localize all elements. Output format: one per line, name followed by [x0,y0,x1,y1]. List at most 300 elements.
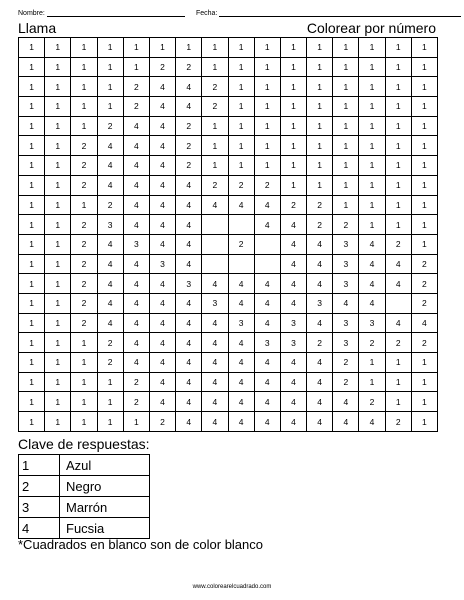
grid-cell: 1 [254,38,280,58]
grid-cell: 4 [280,372,306,392]
grid-cell: 1 [97,38,123,58]
grid-cell: 1 [385,175,411,195]
grid-cell: 1 [228,77,254,97]
grid-cell: 4 [228,274,254,294]
grid-cell: 1 [359,97,385,117]
grid-row [19,412,438,432]
grid-cell: 4 [359,234,385,254]
grid-cell: 3 [228,313,254,333]
grid-cell: 1 [385,57,411,77]
grid-cell: 1 [254,136,280,156]
grid-cell: 4 [202,353,228,373]
grid-cell: 1 [123,57,149,77]
grid-cell: 2 [307,215,333,235]
grid-cell: 4 [228,392,254,412]
grid-cell: 1 [45,215,71,235]
grid-cell: 2 [228,234,254,254]
grid-cell: 1 [202,38,228,58]
grid-cell [228,254,254,274]
grid-cell: 1 [202,116,228,136]
grid-cell: 1 [359,175,385,195]
grid-cell: 1 [19,116,45,136]
grid-cell: 1 [97,57,123,77]
grid-cell: 1 [19,156,45,176]
grid-cell: 2 [71,136,97,156]
grid-cell: 1 [71,116,97,136]
grid-cell: 1 [19,234,45,254]
name-line[interactable] [47,8,185,17]
grid-cell: 4 [149,175,175,195]
grid-cell: 1 [385,97,411,117]
grid-cell: 1 [97,392,123,412]
grid-cell: 2 [71,274,97,294]
grid-cell: 4 [254,293,280,313]
grid-cell: 1 [333,57,359,77]
grid-cell: 1 [359,77,385,97]
grid-cell: 2 [333,372,359,392]
grid-row [19,274,438,294]
grid-cell: 4 [176,254,202,274]
grid-cell: 4 [97,274,123,294]
grid-cell: 1 [359,57,385,77]
grid-cell: 4 [149,313,175,333]
grid-cell: 2 [280,195,306,215]
grid-cell: 4 [254,313,280,333]
key-number: 4 [19,518,60,539]
grid-cell: 4 [123,333,149,353]
grid-cell: 1 [97,77,123,97]
grid-cell: 4 [97,254,123,274]
grid-cell: 1 [385,136,411,156]
grid-cell: 3 [333,313,359,333]
grid-cell: 1 [411,116,437,136]
date-line[interactable] [219,8,461,17]
grid-cell: 4 [149,234,175,254]
grid-cell: 2 [149,57,175,77]
grid-cell: 4 [280,392,306,412]
grid-cell: 4 [280,412,306,432]
grid-cell: 2 [333,353,359,373]
grid-cell: 4 [333,392,359,412]
key-color: Negro [60,476,150,497]
grid-cell: 3 [97,215,123,235]
grid-cell: 4 [97,175,123,195]
grid-cell: 4 [149,195,175,215]
grid-cell: 4 [385,313,411,333]
grid-cell: 1 [45,392,71,412]
grid-cell: 1 [280,77,306,97]
grid-cell: 1 [385,353,411,373]
grid-cell: 1 [280,57,306,77]
grid-cell: 2 [176,156,202,176]
grid-cell: 1 [45,333,71,353]
grid-cell: 2 [202,97,228,117]
grid-cell: 4 [333,412,359,432]
grid-cell: 3 [280,313,306,333]
grid-cell [202,254,228,274]
grid-cell: 4 [149,353,175,373]
grid-cell: 4 [307,392,333,412]
grid-cell: 4 [149,77,175,97]
grid-cell: 4 [307,353,333,373]
blank-squares-note: *Cuadrados en blanco son de color blanco [18,537,264,552]
grid-cell: 1 [333,156,359,176]
grid-cell: 4 [254,195,280,215]
grid-cell: 1 [228,57,254,77]
grid-cell: 1 [254,57,280,77]
key-color: Azul [60,455,150,476]
grid-cell: 4 [97,293,123,313]
grid-cell: 2 [97,116,123,136]
grid-cell: 1 [45,175,71,195]
grid-cell: 4 [202,412,228,432]
grid-cell: 1 [359,195,385,215]
grid-cell: 1 [359,353,385,373]
grid-cell: 1 [19,254,45,274]
grid-cell: 4 [123,195,149,215]
grid-cell: 2 [202,77,228,97]
grid-cell: 4 [228,195,254,215]
grid-cell: 2 [123,372,149,392]
key-row [19,455,150,476]
grid-cell: 1 [45,274,71,294]
grid-cell: 1 [45,38,71,58]
grid-cell: 4 [176,353,202,373]
grid-cell: 4 [176,293,202,313]
grid-cell: 2 [149,412,175,432]
grid-cell: 1 [97,372,123,392]
grid-cell: 2 [71,254,97,274]
grid-cell: 1 [19,215,45,235]
grid-cell: 1 [228,97,254,117]
grid-cell: 2 [307,195,333,215]
grid-cell: 2 [385,412,411,432]
grid-cell: 2 [359,333,385,353]
grid-cell: 4 [176,392,202,412]
grid-cell: 4 [280,353,306,373]
grid-cell: 4 [307,234,333,254]
grid-cell: 2 [123,97,149,117]
grid-cell: 2 [97,353,123,373]
grid-cell: 1 [411,392,437,412]
grid-cell: 1 [333,136,359,156]
grid-cell: 1 [19,38,45,58]
grid-cell: 2 [71,156,97,176]
grid-cell: 1 [359,156,385,176]
grid-cell: 2 [411,333,437,353]
grid-cell: 1 [411,57,437,77]
grid-cell: 4 [149,333,175,353]
grid-cell: 1 [45,353,71,373]
grid-cell: 1 [71,392,97,412]
grid-cell: 1 [176,38,202,58]
grid-cell: 4 [176,195,202,215]
grid-cell: 1 [359,136,385,156]
key-row [19,518,150,539]
grid-cell: 4 [149,97,175,117]
grid-cell: 4 [123,313,149,333]
grid-cell: 1 [411,156,437,176]
grid-cell: 4 [202,372,228,392]
grid-cell: 1 [202,136,228,156]
grid-row [19,215,438,235]
grid-cell: 4 [97,313,123,333]
grid-row [19,77,438,97]
grid-cell: 2 [202,175,228,195]
grid-cell: 4 [123,116,149,136]
grid-cell: 2 [71,215,97,235]
grid-cell: 4 [254,372,280,392]
grid-cell: 3 [333,234,359,254]
grid-cell: 4 [149,156,175,176]
grid-cell: 4 [123,353,149,373]
grid-cell: 4 [176,313,202,333]
grid-cell: 1 [71,333,97,353]
grid-cell: 2 [176,136,202,156]
grid-row [19,116,438,136]
grid-cell: 1 [149,38,175,58]
grid-cell: 4 [254,392,280,412]
grid-cell: 2 [71,313,97,333]
grid-cell: 3 [149,254,175,274]
grid-cell: 2 [333,215,359,235]
grid-cell: 4 [280,234,306,254]
grid-row [19,195,438,215]
grid-cell: 1 [385,392,411,412]
grid-cell: 2 [71,234,97,254]
name-label: Nombre: [18,10,45,17]
grid-cell: 4 [359,412,385,432]
grid-cell [254,254,280,274]
grid-cell: 1 [411,195,437,215]
color-by-number-grid [18,37,438,432]
grid-cell: 1 [359,215,385,235]
grid-cell: 1 [411,38,437,58]
grid-cell: 4 [254,274,280,294]
grid-cell: 1 [411,215,437,235]
key-color: Fucsia [60,518,150,539]
grid-cell: 4 [228,412,254,432]
grid-cell: 4 [280,293,306,313]
grid-cell: 4 [202,333,228,353]
grid-cell: 1 [333,116,359,136]
page-subtitle: Colorear por número [306,20,436,36]
grid-cell: 1 [19,313,45,333]
grid-cell: 1 [411,136,437,156]
grid-cell: 1 [359,38,385,58]
grid-cell: 2 [71,293,97,313]
grid-row [19,254,438,274]
grid-cell: 1 [19,77,45,97]
grid-cell: 4 [307,313,333,333]
grid-cell: 1 [45,136,71,156]
grid-cell: 4 [97,136,123,156]
grid-cell: 1 [19,293,45,313]
grid-cell: 1 [45,234,71,254]
answer-key-table [18,454,150,539]
grid-cell: 1 [71,77,97,97]
key-number: 3 [19,497,60,518]
grid-cell: 4 [149,372,175,392]
grid-cell: 1 [385,116,411,136]
grid-cell [202,234,228,254]
grid-cell: 4 [280,215,306,235]
grid-cell: 4 [176,77,202,97]
grid-cell: 1 [19,412,45,432]
grid-cell: 3 [359,313,385,333]
grid-row [19,333,438,353]
grid-cell: 4 [228,353,254,373]
grid-cell: 4 [411,313,437,333]
grid-cell: 1 [45,97,71,117]
grid-cell: 1 [280,136,306,156]
grid-cell: 4 [228,333,254,353]
grid-cell: 1 [333,97,359,117]
grid-cell: 1 [228,116,254,136]
grid-cell: 1 [71,353,97,373]
grid-cell [202,215,228,235]
grid-cell: 4 [123,175,149,195]
grid-cell: 1 [228,156,254,176]
key-color: Marrón [60,497,150,518]
grid-cell: 1 [123,38,149,58]
grid-cell: 4 [307,412,333,432]
grid-cell: 4 [254,412,280,432]
grid-cell: 2 [411,293,437,313]
grid-cell: 1 [307,77,333,97]
grid-cell: 2 [228,175,254,195]
key-row [19,497,150,518]
grid-cell: 1 [45,116,71,136]
grid-cell: 1 [280,38,306,58]
grid-cell: 1 [307,175,333,195]
grid-cell: 4 [254,353,280,373]
grid-cell: 1 [19,195,45,215]
grid-cell: 1 [97,412,123,432]
grid-cell: 1 [254,77,280,97]
grid-cell: 1 [411,412,437,432]
grid-cell: 4 [202,313,228,333]
grid-cell: 1 [385,215,411,235]
grid-cell: 4 [176,333,202,353]
grid-cell: 1 [359,372,385,392]
grid-cell: 4 [359,254,385,274]
grid-cell: 4 [307,274,333,294]
grid-cell: 1 [45,293,71,313]
grid-cell [254,234,280,254]
grid-cell [385,293,411,313]
grid-cell: 2 [385,333,411,353]
grid-cell: 4 [254,215,280,235]
date-field [196,8,461,17]
grid-row [19,97,438,117]
grid-cell: 1 [123,412,149,432]
grid-cell: 4 [385,274,411,294]
grid-cell: 4 [202,274,228,294]
answer-key-title: Clave de respuestas: [18,436,150,452]
grid-cell: 2 [123,77,149,97]
grid-cell: 1 [71,97,97,117]
grid-cell: 3 [333,274,359,294]
grid-cell: 4 [228,293,254,313]
grid-cell: 1 [71,57,97,77]
grid-cell: 1 [385,38,411,58]
grid-cell: 4 [202,195,228,215]
grid-cell: 1 [45,57,71,77]
grid-cell: 4 [149,136,175,156]
grid-cell: 1 [280,175,306,195]
grid-cell: 2 [71,175,97,195]
grid-cell: 4 [176,97,202,117]
grid-cell: 1 [19,392,45,412]
grid-cell: 1 [280,97,306,117]
grid-cell: 1 [333,195,359,215]
grid-cell: 1 [254,97,280,117]
grid-cell: 1 [411,97,437,117]
grid-cell: 2 [307,333,333,353]
name-field [18,8,185,17]
grid-cell: 1 [254,116,280,136]
grid-cell: 1 [45,313,71,333]
grid-cell: 1 [45,254,71,274]
grid-cell: 4 [307,254,333,274]
grid-cell: 2 [385,234,411,254]
grid-cell: 2 [411,274,437,294]
grid-cell: 1 [45,372,71,392]
grid-cell: 4 [149,215,175,235]
grid-cell: 1 [19,274,45,294]
grid-cell: 1 [280,156,306,176]
grid-cell: 4 [149,392,175,412]
grid-cell: 3 [202,293,228,313]
page-title: Llama [18,20,57,36]
grid-cell: 4 [228,372,254,392]
grid-cell: 1 [307,57,333,77]
grid-cell: 1 [359,116,385,136]
grid-cell: 3 [123,234,149,254]
grid-cell: 1 [19,372,45,392]
grid-cell: 4 [97,156,123,176]
grid-cell: 4 [149,274,175,294]
grid-cell: 4 [333,293,359,313]
key-row [19,476,150,497]
grid-cell: 4 [280,254,306,274]
grid-row [19,136,438,156]
grid-cell: 4 [359,293,385,313]
date-label: Fecha: [196,10,218,17]
grid-cell: 2 [176,116,202,136]
grid-cell: 1 [19,97,45,117]
grid-cell: 2 [411,254,437,274]
grid-cell: 3 [176,274,202,294]
grid-cell: 4 [202,392,228,412]
grid-cell: 4 [123,293,149,313]
grid-cell: 4 [149,116,175,136]
grid-cell: 1 [71,412,97,432]
grid-cell: 1 [19,136,45,156]
grid-cell: 1 [333,175,359,195]
grid-cell: 3 [280,333,306,353]
grid-cell: 1 [307,156,333,176]
grid-cell: 4 [123,156,149,176]
grid-cell: 4 [307,372,333,392]
grid-cell: 1 [307,97,333,117]
grid-row [19,372,438,392]
grid-row [19,57,438,77]
grid-cell: 4 [123,215,149,235]
grid-cell: 4 [176,175,202,195]
grid-row [19,234,438,254]
